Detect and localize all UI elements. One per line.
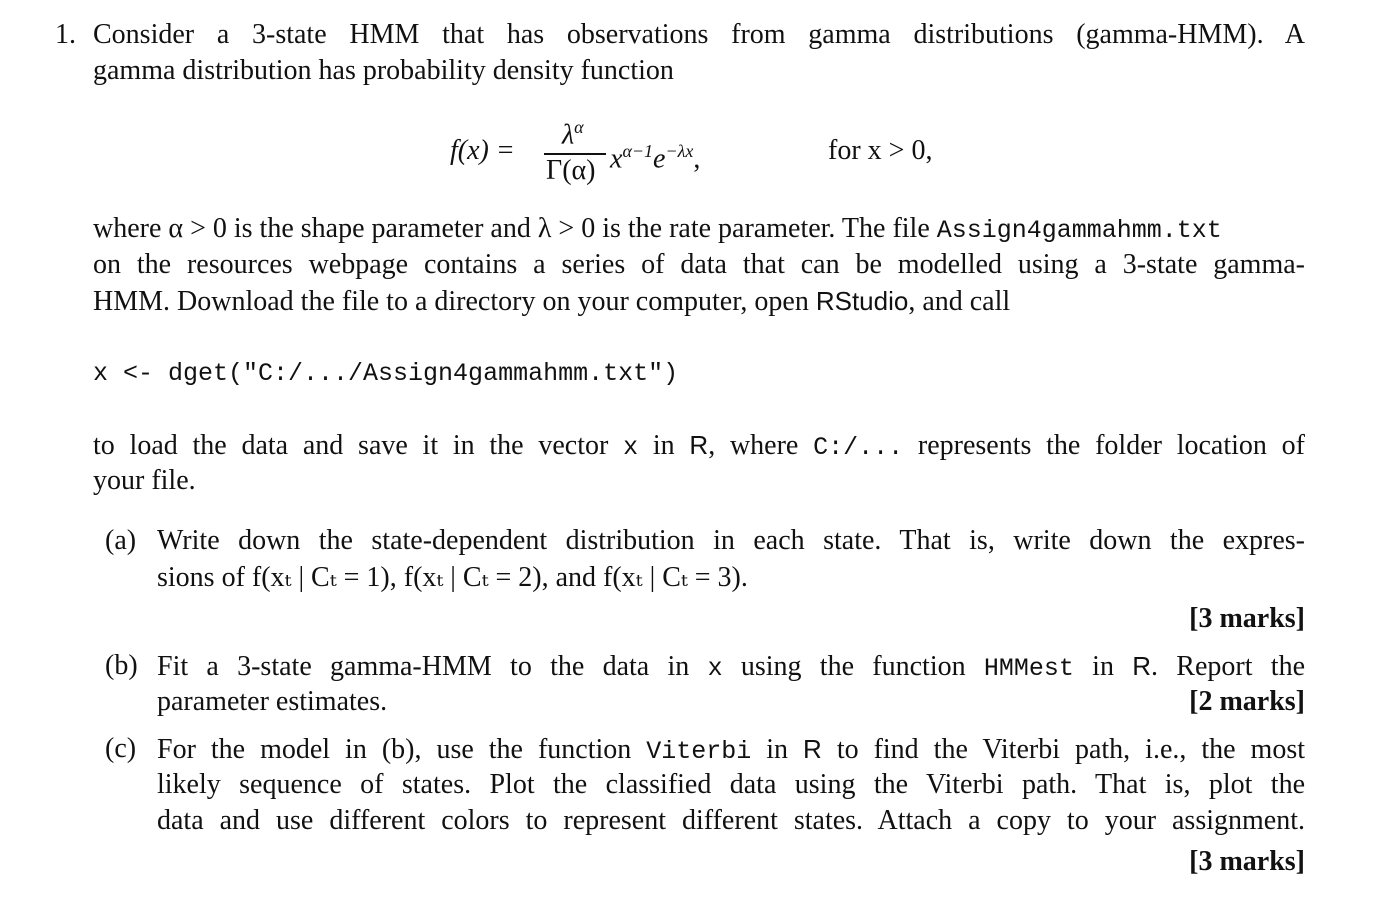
part-b-line-1: Fit a 3-state gamma-HMM to the data in x using the function HMMest in R. Report the — [157, 651, 1305, 683]
code-block: x <- dget("C:/.../Assign4gammahmm.txt") — [93, 359, 679, 388]
part-a-label: (a) — [105, 525, 137, 556]
part-c-label: (c) — [105, 733, 137, 764]
formula-lhs: f(x) = — [450, 135, 515, 166]
part-c-line-2: likely sequence of states. Plot the classified data using the Viterbi path. That is, plot the — [157, 769, 1305, 800]
part-a-line-1: Write down the state-dependent distribution in each state. That is, write down the expres- — [157, 525, 1305, 556]
part-c-line-3: data and use different colors to represent different states. Attach a copy to your assignment. — [157, 805, 1305, 836]
formula-condition: for x > 0, — [828, 135, 933, 166]
part-a-marks: [3 marks] — [1189, 603, 1305, 634]
formula-denominator: Γ(α) — [546, 155, 596, 186]
intro-line-2: gamma distribution has probability density function — [93, 55, 674, 86]
para2-line-1: to load the data and save it in the vector x in R, where C:/... represents the folder location of — [93, 430, 1305, 462]
para1-line-1: where α > 0 is the shape parameter and λ > 0 is the rate parameter. The file Assign4gammahmm.txt — [93, 213, 1222, 245]
para1-line-3: HMM. Download the file to a directory on your computer, open RStudio, and call — [93, 286, 1011, 317]
part-c-marks: [3 marks] — [1189, 846, 1305, 877]
part-b-marks: [2 marks] — [1189, 686, 1305, 717]
formula-power-term: $x^{\alpha-1}e^{-\lambda x}$, — [610, 141, 701, 175]
formula-numerator: $\lambda^\alpha$ — [562, 117, 584, 151]
question-number: 1. — [55, 19, 76, 50]
part-c-line-1: For the model in (b), use the function Viterbi in R to find the Viterbi path, i.e., the most — [157, 734, 1306, 766]
intro-line-1: Consider a 3-state HMM that has observations from gamma distributions (gamma-HMM). A — [93, 19, 1305, 50]
filename-code: Assign4gammahmm.txt — [936, 216, 1222, 245]
rstudio-name: RStudio — [815, 286, 909, 316]
part-a-line-2: sions of f(xₜ | Cₜ = 1), f(xₜ | Cₜ = 2), and f(xₜ | Cₜ = 3). — [157, 562, 748, 593]
para1-line-2: on the resources webpage contains a series of data that can be modelled using a 3-state gamma- — [93, 249, 1305, 280]
part-b-label: (b) — [105, 650, 138, 681]
part-b-line-2: parameter estimates. — [157, 686, 388, 717]
para2-line-2: your file. — [93, 465, 196, 496]
